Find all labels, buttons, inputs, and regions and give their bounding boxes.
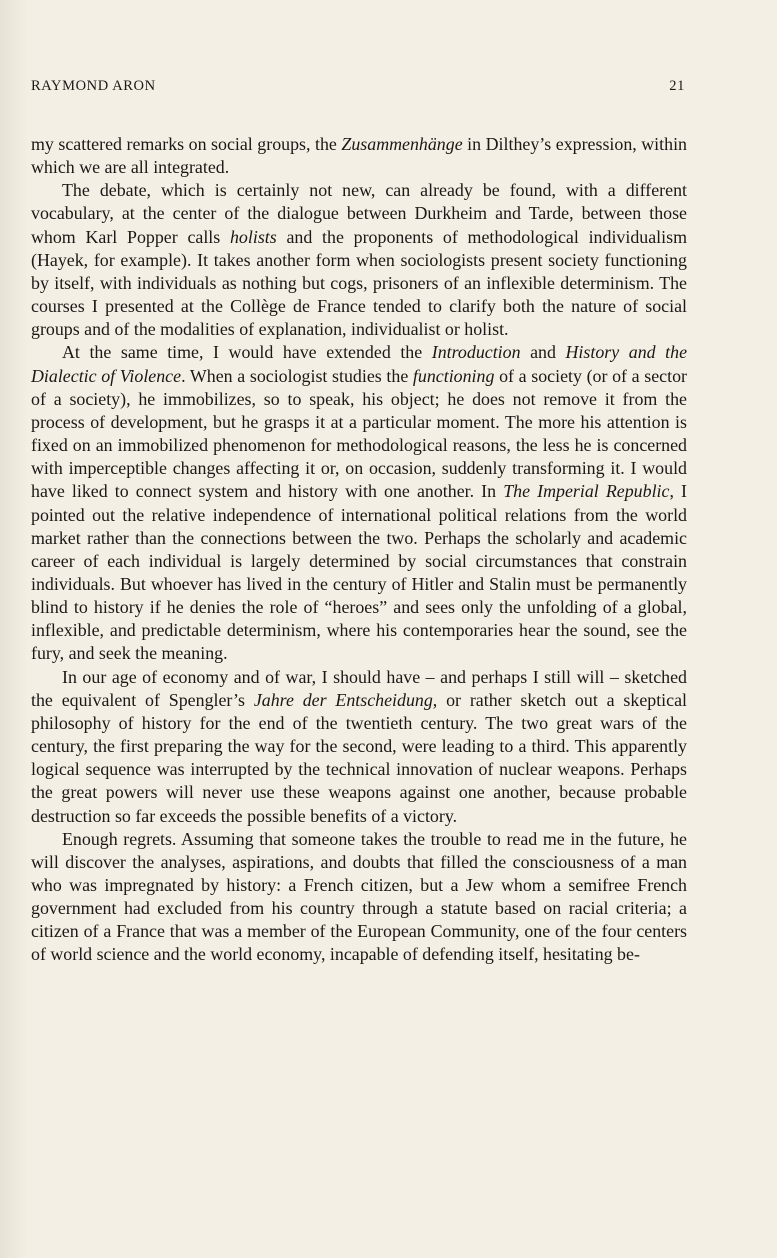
paragraph xyxy=(31,133,687,179)
italic-title: The Imperial Republic xyxy=(503,481,670,502)
italic-title: holists xyxy=(229,226,277,247)
paragraph xyxy=(31,828,687,967)
running-head xyxy=(31,78,685,98)
body-text xyxy=(31,133,687,967)
text-run: In our age of economy and of war, I should have – and perhaps I still will – sketched the equivalent of Spengler’s xyxy=(31,666,687,710)
text-run: of a society (or of a sector of a society), he immobilizes, so to speak, his object; he does not remove it from the process of development, but he grasps it at a particular moment. The more his attention is fixed on an immobilized phenomenon for methodological reasons, the less he is concerned with imperceptible changes affecting it or, on occasion, suddenly transforming it. I would have liked to connect system and history with one another. In xyxy=(31,365,687,502)
italic-title: Zusammenhänge xyxy=(341,134,463,154)
text-run: At the same time, I would have extended the xyxy=(62,342,432,363)
paragraph xyxy=(31,666,687,828)
italic-title: Jahre der Entscheidung xyxy=(253,689,433,710)
text-run: in Dilthey’s expression, within which we are all integrated. xyxy=(31,134,687,178)
text-run: . When a sociologist studies the xyxy=(181,365,413,386)
text-run: and the proponents of methodological individualism (Hayek, for example). It takes another form when sociologists present society functioning by itself, with individuals as nothing but cogs, prisoners of an inflexible determinism. The courses I presented at the Collège de France tended to clarify both the nature of social groups and of the modalities of explanation, individualist or holist. xyxy=(31,226,687,340)
text-run: and xyxy=(520,342,566,363)
running-head-author: RAYMOND ARON xyxy=(31,78,156,94)
text-run: , I pointed out the relative independence of international political relations from the world market rather than the connections between the two. Perhaps the scholarly and academic career of each individual is largely determined by social circumstances that constrain individuals. But whoever has lived in the century of Hitler and Stalin must be permanently blind to history if he denies the role of “heroes” and sees only the unfolding of a global, inflexible, and predictable determinism, where his contemporaries hear the sound, see the fury, and seek the meaning. xyxy=(31,481,688,664)
italic-title: Introduction xyxy=(431,342,521,363)
text-run: Enough regrets. Assuming that someone takes the trouble to read me in the future, he will discover the analyses, aspirations, and doubts that filled the consciousness of a man who was impregnated by history: a French citizen, but a Jew whom a semifree French government had excluded from his country through a statute based on racial criteria; a citizen of a France that was a member of the European Community, one of the four centers of world science and the world economy, incapable of defending itself, hesitating be- xyxy=(31,828,687,965)
italic-title: History and the Dialectic of Violence xyxy=(31,342,688,386)
text-run: The debate, which is certainly not new, can already be found, with a different vocabulary, at the center of the dialogue between Durkheim and Tarde, between those whom Karl Popper calls xyxy=(31,180,687,247)
italic-title: functioning xyxy=(412,365,495,386)
text-run: , or rather sketch out a skeptical philosophy of history for the end of the twentieth century. The two great wars of the century, the first preparing the way for the second, were leading to a third. This apparently logical sequence was interrupted by the technical innovation of nuclear weapons. Perhaps the great powers will never use these weapons against one another, because probable destruction so far exceeds the possible benefits of a victory. xyxy=(31,689,687,826)
paragraph xyxy=(31,341,687,665)
paragraph xyxy=(31,179,687,341)
page-number: 21 xyxy=(669,78,685,94)
text-run: my scattered remarks on social groups, the xyxy=(31,134,342,154)
